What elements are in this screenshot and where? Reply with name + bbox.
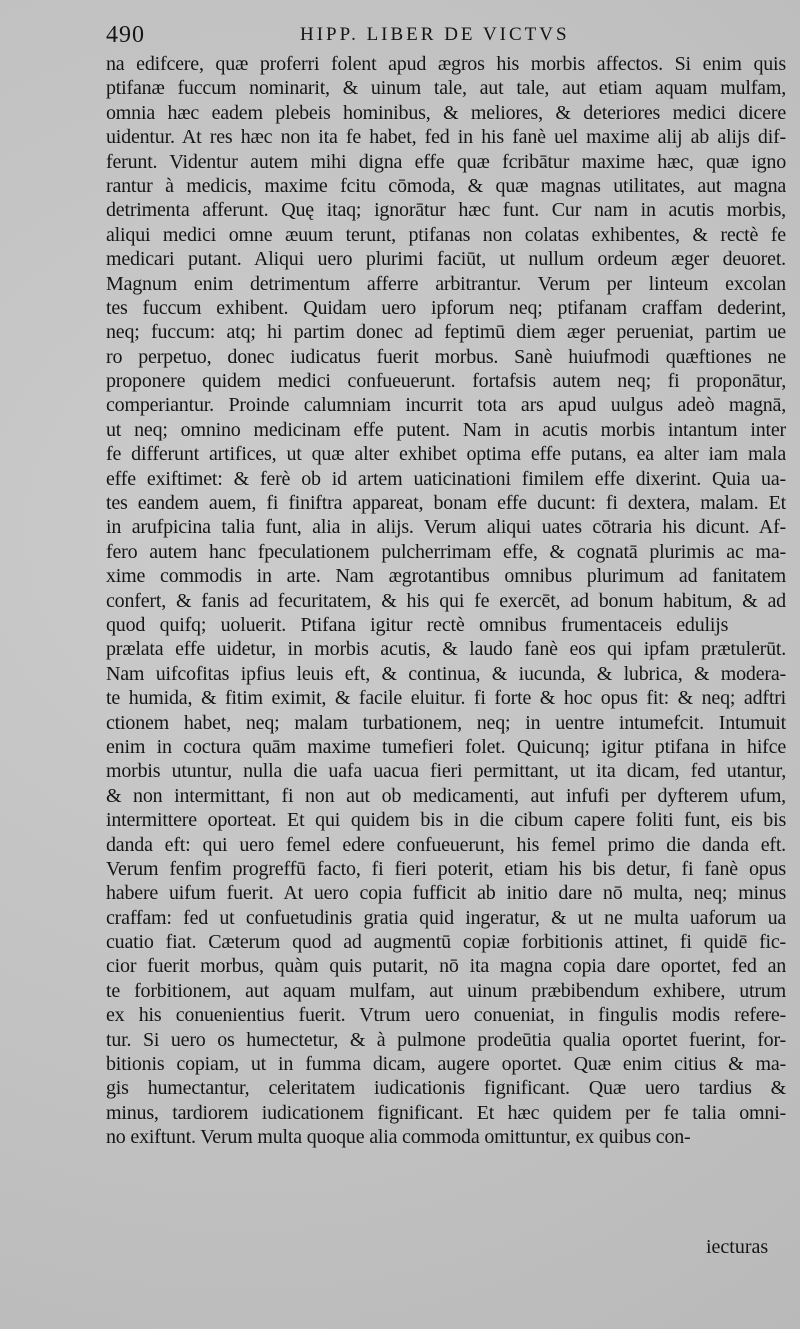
text-line: intermittere oporteat. Et qui quidem bis in die cibum capere foliti funt, eis bis bbox=[106, 809, 786, 832]
text-line: Magnum enim detrimentum afferre arbitrantur. Verum per linteum excolan bbox=[106, 272, 786, 295]
text-line: ut neq; omnino medicinam effe putent. Nam in acutis morbis intantum inter bbox=[106, 418, 786, 441]
text-line: gis humectantur, celeritatem iudicationis fignificant. Quæ uero tardius & bbox=[106, 1077, 786, 1100]
text-line: comperiantur. Proinde calumniam incurrit tota ars apud uulgus adeò magnā, bbox=[106, 394, 786, 417]
text-line: minus, tardiorem iudicationem fignificant. Et hæc quidem per fe talia omni- bbox=[106, 1101, 786, 1124]
text-line: morbis utuntur, nulla die uafa uacua fieri permittant, ut ita dicam, fed utantur, bbox=[106, 760, 786, 783]
text-line: rantur à medicis, maxime fcitu cōmoda, & quæ magnas utilitates, aut magna bbox=[106, 174, 786, 197]
text-line: ptifanæ fuccum nominarit, & uinum tale, aut tale, aut etiam aquam mulfam, bbox=[106, 77, 786, 100]
text-line: omnia hæc eadem plebeis hominibus, & meliores, & deteriores medici dicere bbox=[106, 101, 786, 124]
text-line: fe differunt artifices, ut quæ alter exhibet optima effe putans, ea alter iam mala bbox=[106, 443, 786, 466]
text-line: ferunt. Videntur autem mihi digna effe quæ fcribātur maxime hæc, quæ igno bbox=[106, 150, 786, 173]
text-line: danda eft: qui uero femel edere confueuerunt, his femel primo die danda eft. bbox=[106, 833, 786, 856]
text-line: habere uifum fuerit. At uero copia fufficit ab initio dare nō multa, neq; minus bbox=[106, 882, 786, 905]
text-line: cuatio fiat. Cæterum quod ad augmentū copiæ forbitionis attinet, fi quidē fic- bbox=[106, 931, 786, 954]
text-line: Verum fenfim progreffū facto, fi fieri poterit, etiam his bis detur, fi fanè opus bbox=[106, 857, 786, 880]
catchword: iecturas bbox=[706, 1236, 769, 1258]
text-line: fero autem hanc fpeculationem pulcherrimam effe, & cognatā plurimis ac ma- bbox=[106, 540, 786, 563]
header-title: HIPP. LIBER DE VICTVS bbox=[300, 24, 570, 45]
text-line: enim in coctura quām maxime tumefieri folet. Quicunq; igitur ptifana in hifce bbox=[106, 735, 786, 758]
text-line: cior fuerit morbus, quàm quis putarit, nō ita magna copia dare oportet, fed an bbox=[106, 955, 786, 978]
text-line: proponere quidem medici confueuerunt. fortafsis autem neq; fi proponātur, bbox=[106, 370, 786, 393]
text-line: quod quifq; uoluerit. Ptifana igitur rectè omnibus frumentaceis edulijs bbox=[106, 613, 729, 636]
text-line: neq; fuccum: atq; hi partim donec ad feptimū diem æger perueniat, partim ue bbox=[106, 321, 786, 344]
text-line: in arufpicina talia funt, alia in alijs. Verum aliqui uates cōtraria his dicunt. Af- bbox=[106, 516, 786, 539]
text-line: detrimenta afferunt. Quę itaq; ignorātur hæc funt. Cur nam in acutis morbis, bbox=[106, 199, 786, 222]
text-line: no exiftunt. Verum multa quoque alia commoda omittuntur, ex quibus con- bbox=[106, 1126, 691, 1149]
text-line: bitionis copiam, ut in fumma dicam, augere oportet. Quæ enim citius & ma- bbox=[106, 1053, 786, 1076]
text-line: uidentur. At res hæc non ita fe habet, fed in his fanè uel maxime alij ab alijs dif- bbox=[106, 126, 786, 149]
text-line: effe exiftimet: & ferè ob id artem uaticinationi fimilem effe dixerint. Quia ua- bbox=[106, 467, 786, 490]
text-line: prælata effe uidetur, in morbis acutis, & laudo fanè eos qui ipfam prætulerūt. bbox=[106, 638, 786, 661]
text-line: tes fuccum exhibent. Quidam uero ipforum neq; ptifanam craffam dederint, bbox=[106, 296, 786, 319]
text-line: te humida, & fitim eximit, & facile eluitur. fi forte & hoc opus fit: & neq; adftri bbox=[106, 687, 786, 710]
text-line: tes eandem auem, fi finiftra appareat, bonam effe ducunt: fi dextera, malam. Et bbox=[106, 492, 786, 515]
text-line: tur. Si uero os humectetur, & à pulmone prodeūtia qualia oportet fuerint, for- bbox=[106, 1028, 786, 1051]
running-head bbox=[106, 22, 706, 52]
text-line: craffam: fed ut confuetudinis gratia quid ingeratur, & ut ne multa uaforum ua bbox=[106, 906, 786, 929]
text-line: Nam uifcofitas ipfius leuis eft, & continua, & iucunda, & lubrica, & modera- bbox=[106, 662, 786, 685]
text-line: na edifcere, quæ proferri folent apud ægros his morbis affectos. Si enim quis bbox=[106, 53, 786, 75]
page-number: 490 bbox=[106, 22, 145, 48]
body-text bbox=[106, 52, 786, 1150]
text-line: te forbitionem, aut aquam mulfam, aut uinum præbibendum exhibere, utrum bbox=[106, 979, 786, 1002]
text-line: ex his conuenientius fuerit. Vtrum uero conueniat, in fingulis modis refere- bbox=[106, 1004, 786, 1027]
text-line: confert, & fanis ad fecuritatem, & his qui fe exercēt, ad bonum habitum, & ad bbox=[106, 589, 786, 612]
text-line: ro perpetuo, donec iudicatus fuerit morbus. Sanè huiufmodi quæftiones ne bbox=[106, 345, 786, 368]
text-line: xime commodis in arte. Nam ægrotantibus omnibus plurimum ad fanitatem bbox=[106, 565, 786, 588]
text-line: & non intermittant, fi non aut ob medicamenti, aut infufi per dyfterem ufum, bbox=[106, 784, 786, 807]
text-line: medicari putant. Aliqui uero plurimi faciūt, ut nullum ordeum æger deuoret. bbox=[106, 248, 786, 271]
text-line: ctionem habet, neq; malam turbationem, neq; in uentre intumefcit. Intumuit bbox=[106, 711, 786, 734]
text-line: aliqui medici omne æuum terunt, ptifanas non colatas exhibentes, & rectè fe bbox=[106, 223, 786, 246]
